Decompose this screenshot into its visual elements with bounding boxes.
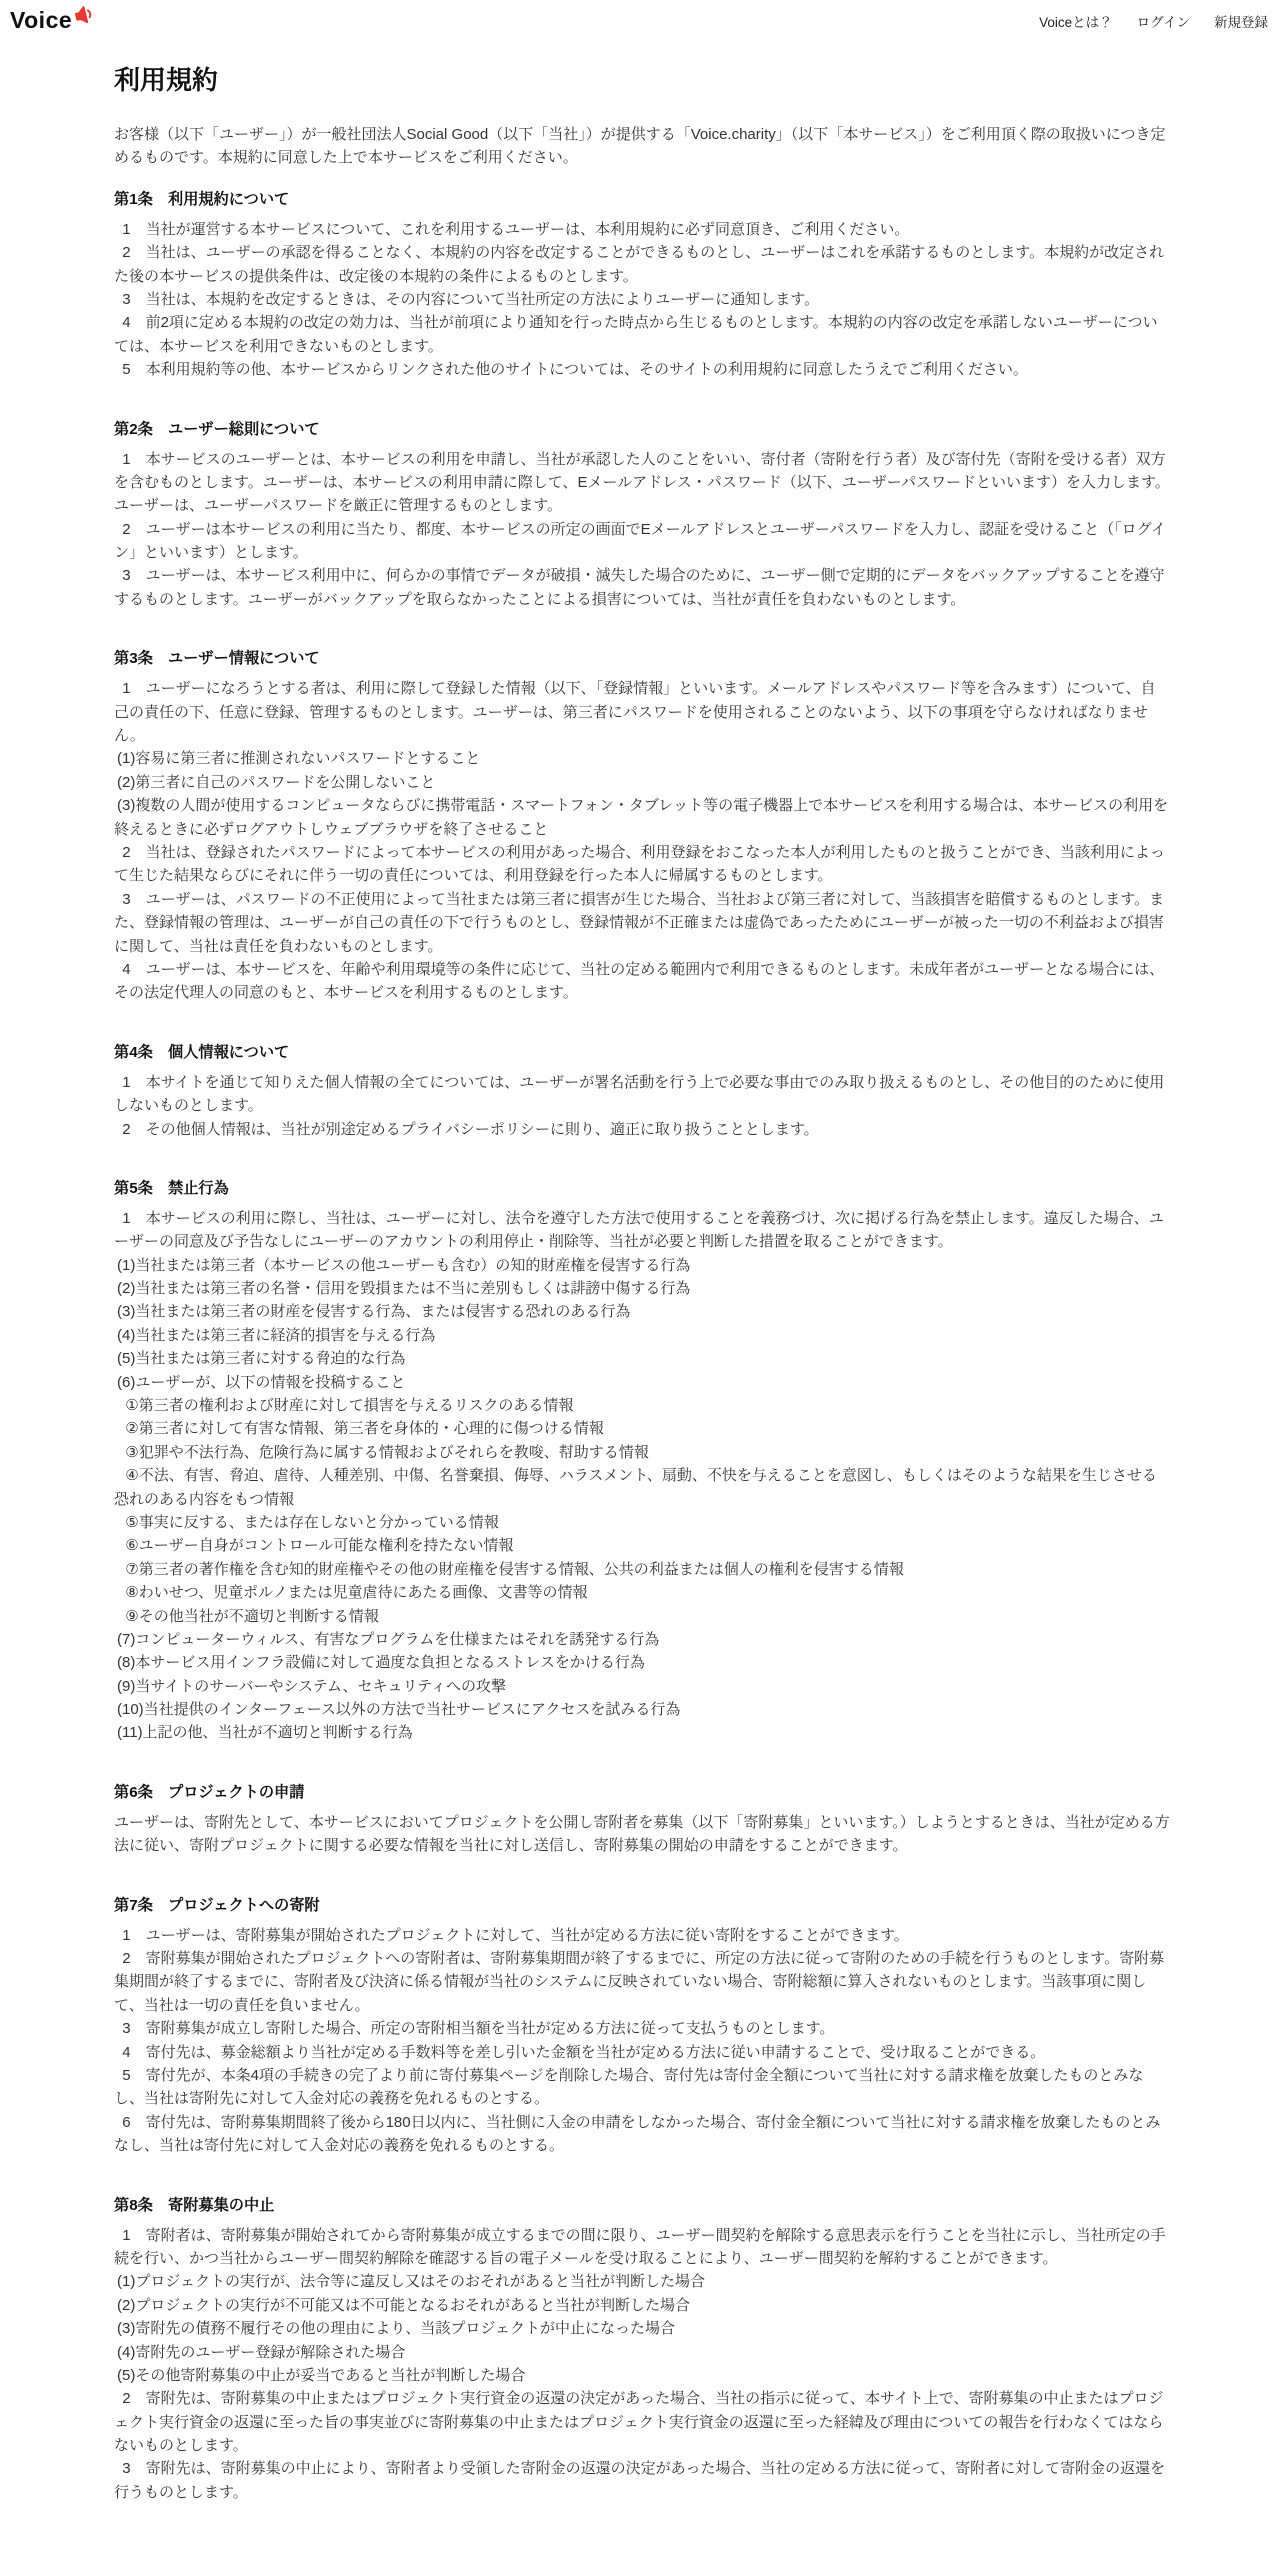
section-line: (9)当サイトのサーバーやシステム、セキュリティへの攻撃 xyxy=(117,1677,506,1695)
section-line: 3 当社は、本規約を改定するときは、その内容について当社所定の方法によりユーザーに通知します。 xyxy=(122,290,820,308)
section-line: ⑤事実に反する、または存在しないと分かっている情報 xyxy=(125,1513,499,1531)
section-line: 1 ユーザーになろうとする者は、利用に際して登録した情報（以下、「登録情報」といいます。メールアドレスやパスワード等を含みます）について、自己の責任の下、任意に登録、管理するものとします。ユーザーは、第三者にパスワードを使用されることのないよう、以下の事項を守らなければなりません。 xyxy=(114,680,1156,745)
section-line: (2)当社または第三者の名誉・信用を毀損または不当に差別もしくは誹謗中傷する行為 xyxy=(117,1280,691,1298)
section-body xyxy=(114,677,1170,1004)
section-body xyxy=(114,1811,1170,1858)
terms-section xyxy=(114,188,1170,382)
section-heading: 第1条 利用規約について xyxy=(114,190,290,208)
section-line: (8)本サービス用インフラ設備に対して過度な負担となるストレスをかける行為 xyxy=(117,1654,645,1672)
section-line: 1 本サービスの利用に際し、当社は、ユーザーに対し、法令を遵守した方法で使用することを義務づけ、次に掲げる行為を禁止します。違反した場合、ユーザーの同意及び予告なしにユーザーのアカウントの利用停止・削除等、当社が必要と判断した措置を取ることができます。 xyxy=(114,1209,1164,1251)
section-line: (2)第三者に自己のパスワードを公開しないこと xyxy=(117,773,436,791)
section-body xyxy=(114,1071,1170,1141)
section-heading: 第6条 プロジェクトの申請 xyxy=(114,1783,305,1801)
section-heading: 第8条 寄附募集の中止 xyxy=(114,2196,275,2214)
section-heading: 第4条 個人情報について xyxy=(114,1043,290,1061)
nav-login-link[interactable]: ログイン xyxy=(1136,15,1190,30)
section-line: ④不法、有害、脅迫、虐待、人種差別、中傷、名誉棄損、侮辱、ハラスメント、扇動、不快を与えることを意図し、もしくはそのような結果を生じさせる恐れのある内容をもつ情報 xyxy=(114,1467,1157,1508)
section-line: 4 寄付先は、募金総額より当社が定める手数料等を差し引いた金額を当社が定める方法に従い申請することで、受け取ることができる。 xyxy=(122,2043,1046,2061)
terms-section xyxy=(114,1894,1170,2158)
section-body xyxy=(114,448,1170,612)
section-line: 2 寄附募集が開始されたプロジェクトへの寄附者は、寄附募集期間が終了するまでに、所定の方法に従って寄附のための手続を行うものとします。寄附募集期間が終了するまでに、寄附者及び決済に係る情報が当社のシステムに反映されていない場合、寄附総額に算入されないものとします。当該事項に関して、当社は一切の責任を負いません。 xyxy=(114,1950,1165,2014)
section-line: ②第三者に対して有害な情報、第三者を身体的・心理的に傷つける情報 xyxy=(125,1420,604,1438)
section-heading: 第7条 プロジェクトへの寄附 xyxy=(114,1896,320,1914)
section-line: ⑨その他当社が不適切と判断する情報 xyxy=(125,1607,379,1625)
section-heading: 第5条 禁止行為 xyxy=(114,1179,229,1197)
section-line: 1 ユーザーは、寄附募集が開始されたプロジェクトに対して、当社が定める方法に従い寄附をすることができます。 xyxy=(122,1926,909,1944)
section-line: (4)寄附先のユーザー登録が解除された場合 xyxy=(117,2343,406,2361)
section-line: (5)その他寄附募集の中止が妥当であると当社が判断した場合 xyxy=(117,2366,526,2384)
intro-paragraph: お客様（以下「ユーザー」）が一般社団法人Social Good（以下「当社」）が提供する「Voice.charity」（以下「本サービス」）をご利用頂く際の取扱いにつき定めるものです。本規約に同意した上で本サービスをご利用ください。 xyxy=(114,126,1166,167)
section-line: 3 ユーザーは、パスワードの不正使用によって当社または第三者に損害が生じた場合、当社および第三者に対して、当該損害を賠償するものとします。また、登録情報の管理は、ユーザーが自己の責任の下で行うものとし、登録情報が不正確または虚偽であったためにユーザーが被った一切の不利益および損害に関して、当社は責任を負わないものとします。 xyxy=(114,890,1165,955)
section-line: ⑧わいせつ、児童ポルノまたは児童虐待にあたる画像、文書等の情報 xyxy=(125,1584,588,1602)
section-line: (2)プロジェクトの実行が不可能又は不可能となるおそれがあると当社が判断した場合 xyxy=(117,2296,691,2314)
section-line: 1 本サービスのユーザーとは、本サービスの利用を申請し、当社が承認した人のことをいい、寄付者（寄附を行う者）及び寄付先（寄附を受ける者）双方を含むものとします。ユーザーは、本サービスの利用申請に際して、Eメールアドレス・パスワード（以下、ユーザーパスワードといいます）を入力します。ユーザーは、ユーザーパスワードを厳正に管理するものとします。 xyxy=(114,450,1170,515)
section-line: 1 本サイトを通じて知りえた個人情報の全てについては、ユーザーが署名活動を行う上で必要な事由でのみ取り扱えるものとし、その他目的のために使用しないものとします。 xyxy=(114,1073,1165,1115)
section-line: (3)複数の人間が使用するコンピュータならびに携帯電話・スマートフォン・タブレット等の電子機器上で本サービスを利用する場合は、本サービスの利用を終えるときに必ずログアウトしウェブブラウザを終了させること xyxy=(114,797,1169,838)
section-line: 6 寄付先は、寄附募集期間終了後から180日以内に、当社側に入金の申請をしなかった場合、寄付金全額について当社に対する請求権を放棄したものとみなし、当社は寄付先に対して入金対応の義務を免れるものとする。 xyxy=(114,2113,1161,2155)
section-line: ⑦第三者の著作権を含む知的財産権やその他の財産権を侵害する情報、公共の利益または個人の権利を侵害する情報 xyxy=(125,1560,904,1578)
section-line: 3 ユーザーは、本サービス利用中に、何らかの事情でデータが破損・滅失した場合のために、ユーザー側で定期的にデータをバックアップすることを遵守するものとします。ユーザーがバックアップを取らなかったことによる損害については、当社が責任を負わないものとします。 xyxy=(114,567,1165,608)
section-body xyxy=(114,1207,1170,1745)
terms-section xyxy=(114,2194,1170,2505)
terms-page xyxy=(114,60,1170,2504)
section-line: 1 当社が運営する本サービスについて、これを利用するユーザーは、本利用規約に必ず同意頂き、ご利用ください。 xyxy=(122,220,910,238)
section-body xyxy=(114,218,1170,382)
section-line: ③犯罪や不法行為、危険行為に属する情報およびそれらを教唆、幇助する情報 xyxy=(125,1443,649,1461)
section-line: 2 ユーザーは本サービスの利用に当たり、都度、本サービスの所定の画面でEメールアドレスとユーザーパスワードを入力し、認証を受けること（「ログイン」といいます）とします。 xyxy=(114,520,1166,562)
section-line: (1)容易に第三者に推測されないパスワードとすること xyxy=(117,750,481,768)
terms-section xyxy=(114,418,1170,612)
terms-section xyxy=(114,1041,1170,1141)
section-body xyxy=(114,1924,1170,2158)
section-line: 4 ユーザーは、本サービスを、年齢や利用環境等の条件に応じて、当社の定める範囲内で利用できるものとします。未成年者がユーザーとなる場合には、その法定代理人の同意のもと、本サービスを利用するものとします。 xyxy=(114,960,1165,1002)
section-line: 3 寄附先は、寄附募集の中止により、寄附者より受領した寄附金の返還の決定があった場合、当社の定める方法に従って、寄附者に対して寄附金の返還を行うものとします。 xyxy=(114,2460,1166,2501)
logo[interactable] xyxy=(10,7,97,36)
nav-signup-link[interactable]: 新規登録 xyxy=(1214,15,1268,30)
megaphone-icon xyxy=(69,0,99,34)
section-line: (3)寄附先の債務不履行その他の理由により、当該プロジェクトが中止になった場合 xyxy=(117,2320,676,2338)
header-nav xyxy=(1039,11,1268,31)
section-line: 4 前2項に定める本規約の改定の効力は、当社が前項により通知を行った時点から生じるものとします。本規約の内容の改定を承諾しないユーザーについては、本サービスを利用できないものとします。 xyxy=(114,314,1158,355)
terms-section xyxy=(114,647,1170,1004)
site-header xyxy=(0,0,1284,42)
section-line: 5 寄付先が、本条4項の手続きの完了より前に寄付募集ページを削除した場合、寄付先は寄付金全額について当社に対する請求権を放棄したものとみなし、当社は寄附先に対して入金対応の義務を免れるものとする。 xyxy=(114,2067,1144,2108)
terms-section xyxy=(114,1177,1170,1745)
sections xyxy=(114,188,1170,2504)
section-line: 1 寄附者は、寄附募集が開始されてから寄附募集が成立するまでの間に限り、ユーザー間契約を解除する意思表示を行うことを当社に示し、当社所定の手続を行い、かつ当社からユーザー間契約解除を確認する旨の電子メールを受け取ることにより、ユーザー間契約を解約することができます。 xyxy=(114,2226,1166,2267)
section-line: (4)当社または第三者に経済的損害を与える行為 xyxy=(117,1326,436,1344)
section-line: (10)当社提供のインターフェース以外の方法で当社サービスにアクセスを試みる行為 xyxy=(117,1701,681,1719)
section-heading: 第2条 ユーザー総則について xyxy=(114,420,320,438)
section-line: (11)上記の他、当社が不適切と判断する行為 xyxy=(117,1724,413,1742)
section-line: 2 その他個人情報は、当社が別途定めるプライバシーポリシーに則り、適正に取り扱うこととします。 xyxy=(122,1120,819,1138)
section-line: 5 本利用規約等の他、本サービスからリンクされた他のサイトについては、そのサイトの利用規約に同意したうえでご利用ください。 xyxy=(122,361,1028,379)
section-line: 2 当社は、ユーザーの承認を得ることなく、本規約の内容を改定することができるものとし、ユーザーはこれを承諾するものとします。本規約が改定された後の本サービスの提供条件は、改定後の本規約の条件によるものとします。 xyxy=(114,244,1165,285)
section-body xyxy=(114,2224,1170,2505)
section-line: ①第三者の権利および財産に対して損害を与えるリスクのある情報 xyxy=(125,1397,574,1415)
section-heading: 第3条 ユーザー情報について xyxy=(114,650,320,668)
section-line: 2 寄附先は、寄附募集の中止またはプロジェクト実行資金の返還の決定があった場合、当社の指示に従って、本サイト上で、寄附募集の中止またはプロジェクト実行資金の返還に至った旨の事実並びに寄附募集の中止またはプロジェクト実行資金の返還に至った経緯及び理由についての報告を行わなくてはならないものとします。 xyxy=(114,2390,1164,2455)
section-line: 2 当社は、登録されたパスワードによって本サービスの利用があった場合、利用登録をおこなった本人が利用したものと扱うことができ、当該利用によって生じた結果ならびにそれに伴う一切の責任については、利用登録を行った本人に帰属するものとします。 xyxy=(114,843,1165,885)
logo-text: Voice xyxy=(10,6,73,33)
section-line: (5)当社または第三者に対する脅迫的な行為 xyxy=(117,1350,406,1368)
page-title: 利用規約 xyxy=(114,65,219,95)
nav-about-link[interactable]: Voiceとは？ xyxy=(1039,15,1113,30)
section-line: (6)ユーザーが、以下の情報を投稿すること xyxy=(117,1373,406,1391)
terms-section xyxy=(114,1781,1170,1858)
section-line: (3)当社または第三者の財産を侵害する行為、または侵害する恐れのある行為 xyxy=(117,1303,631,1321)
section-line: ユーザーは、寄附先として、本サービスにおいてプロジェクトを公開し寄附者を募集（以下「寄附募集」といいます。）しようとするときは、当社が定める方法に従い、寄附プロジェクトに関する必要な情報を当社に対し送信し、寄附募集の開始の申請をすることができます。 xyxy=(114,1813,1170,1855)
section-line: ⑥ユーザー自身がコントロール可能な権利を持たない情報 xyxy=(125,1537,514,1555)
section-line: (1)当社または第三者（本サービスの他ユーザーも含む）の知的財産権を侵害する行為 xyxy=(117,1256,691,1274)
section-line: (7)コンピューターウィルス、有害なプログラムを仕様またはそれを誘発する行為 xyxy=(117,1630,660,1648)
section-line: 3 寄附募集が成立し寄附した場合、所定の寄附相当額を当社が定める方法に従って支払うものとします。 xyxy=(122,2020,835,2038)
section-line: (1)プロジェクトの実行が、法令等に違反し又はそのおそれがあると当社が判断した場合 xyxy=(117,2273,706,2291)
